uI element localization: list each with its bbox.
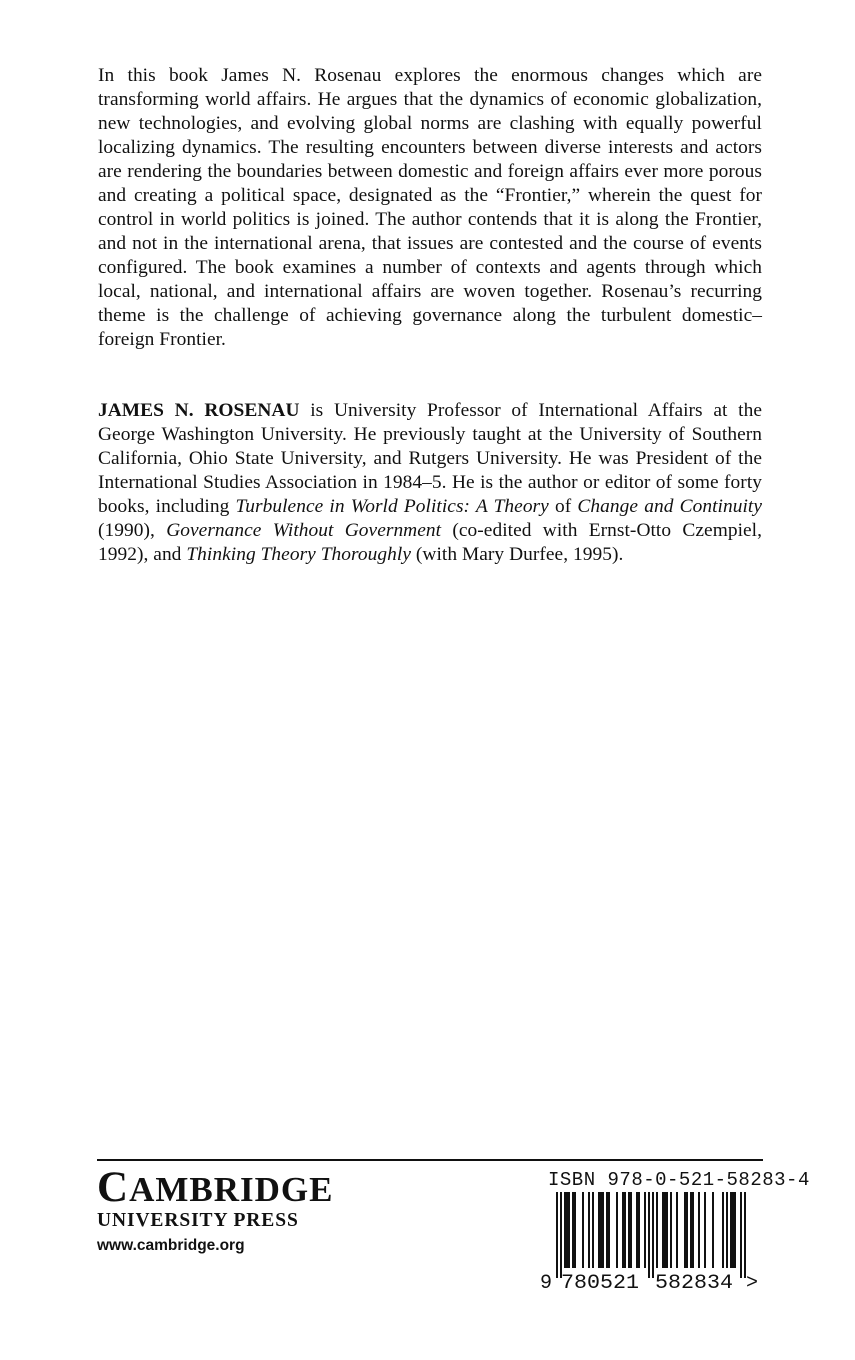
barcode-bar	[730, 1192, 732, 1268]
synopsis-paragraph: In this book James N. Rosenau explores the enormous changes which are transforming world affairs. He argues that the dynamics of economic globalization, new technologies, and evolving global norms are clashing with equally powerful localizing dynamics. The resulting encounters between diverse interests and actors are rendering the boundaries between domestic and foreign affairs ever more porous and creating a political space, designated as the “Frontier,” wherein the quest for control in world politics is joined. The author contends that it is along the Frontier, and not in the international arena, that issues are contested and the course of events configured. The book examines a number of contexts and agents through which local, national, and international affairs are woven together. Rosenau’s recurring theme is the challenge of achieving governance along the turbulent domestic–foreign Frontier.	[98, 65, 762, 350]
barcode-bar	[566, 1192, 568, 1268]
barcode-bar	[664, 1192, 666, 1268]
barcode-bar	[652, 1192, 654, 1278]
author-bio-paragraph	[98, 399, 762, 567]
barcode-bar	[622, 1192, 624, 1268]
barcode-bar	[684, 1192, 686, 1268]
publisher-name-initial: C	[97, 1164, 130, 1211]
barcode-lead-digit: 9	[540, 1272, 553, 1290]
barcode-bar	[588, 1192, 590, 1268]
barcode-bar	[666, 1192, 668, 1268]
bio-text: of	[548, 496, 578, 517]
barcode-bar	[556, 1192, 558, 1278]
publisher-name-rest: AMBRIDGE	[129, 1170, 334, 1209]
barcode-end-mark: >	[746, 1272, 759, 1290]
barcode-bar	[648, 1192, 650, 1278]
barcode-bar	[608, 1192, 610, 1268]
barcode-bar	[636, 1192, 638, 1268]
barcode-bar	[704, 1192, 706, 1268]
barcode-bar	[592, 1192, 594, 1268]
barcode-digits-left: 780521	[561, 1272, 639, 1290]
barcode-bar	[732, 1192, 734, 1268]
barcode-bar	[734, 1192, 736, 1268]
barcode-bars	[556, 1192, 746, 1278]
barcode-bar	[670, 1192, 672, 1268]
author-name: JAMES N. ROSENAU	[98, 400, 300, 421]
bio-text: is University Professor of International Affairs at the George Washington University. He previously taught at the University of Southern California, Ohio State University, and Rutgers University. He was President of the International Studies Association in 1984–5. He is the author or editor of some forty books, including	[98, 400, 762, 517]
barcode-bar	[662, 1192, 664, 1268]
publisher-logo	[97, 1164, 334, 1257]
barcode-bar	[692, 1192, 694, 1268]
barcode-bar	[712, 1192, 714, 1268]
barcode-bar	[690, 1192, 692, 1268]
barcode-bar	[686, 1192, 688, 1268]
barcode-bar	[574, 1192, 576, 1268]
barcode-bar	[600, 1192, 602, 1268]
barcode-bar	[630, 1192, 632, 1268]
barcode-bar	[568, 1192, 570, 1268]
book-title: Governance Without Government	[166, 520, 442, 541]
barcode-bar	[638, 1192, 640, 1268]
barcode-bar	[564, 1192, 566, 1268]
barcode-digits-right: 582834	[655, 1272, 733, 1290]
barcode-bar	[740, 1192, 742, 1278]
bio-text: (1990),	[98, 520, 167, 541]
barcode-bar	[624, 1192, 626, 1268]
barcode-bar	[676, 1192, 678, 1268]
isbn-barcode	[540, 1192, 772, 1290]
barcode-bar	[656, 1192, 658, 1268]
barcode-bar	[606, 1192, 608, 1268]
barcode-bar	[560, 1192, 562, 1278]
barcode-bar	[726, 1192, 728, 1268]
barcode-bar	[628, 1192, 630, 1268]
book-title: Turbulence in World Politics: A Theory	[235, 496, 549, 517]
barcode-bar	[698, 1192, 700, 1268]
book-title: Change and Continuity	[577, 496, 762, 517]
bio-text: (co-edited with Ernst-Otto Czempiel, 1992), and	[98, 520, 763, 565]
publisher-name	[97, 1164, 334, 1211]
barcode-bar	[598, 1192, 600, 1268]
barcode-bar	[582, 1192, 584, 1268]
publisher-url: www.cambridge.org	[97, 1237, 245, 1254]
barcode-bar	[644, 1192, 646, 1268]
barcode-bar	[602, 1192, 604, 1268]
book-title: Thinking Theory Thoroughly	[186, 544, 411, 565]
barcode-bar	[722, 1192, 724, 1268]
bio-text: (with Mary Durfee, 1995).	[411, 544, 624, 565]
barcode-bar	[616, 1192, 618, 1268]
publisher-subtitle: UNIVERSITY PRESS	[97, 1210, 299, 1231]
divider-rule	[97, 1159, 763, 1161]
barcode-bar	[744, 1192, 746, 1278]
isbn-label: ISBN 978-0-521-58283-4	[548, 1169, 810, 1191]
barcode-bar	[572, 1192, 574, 1268]
